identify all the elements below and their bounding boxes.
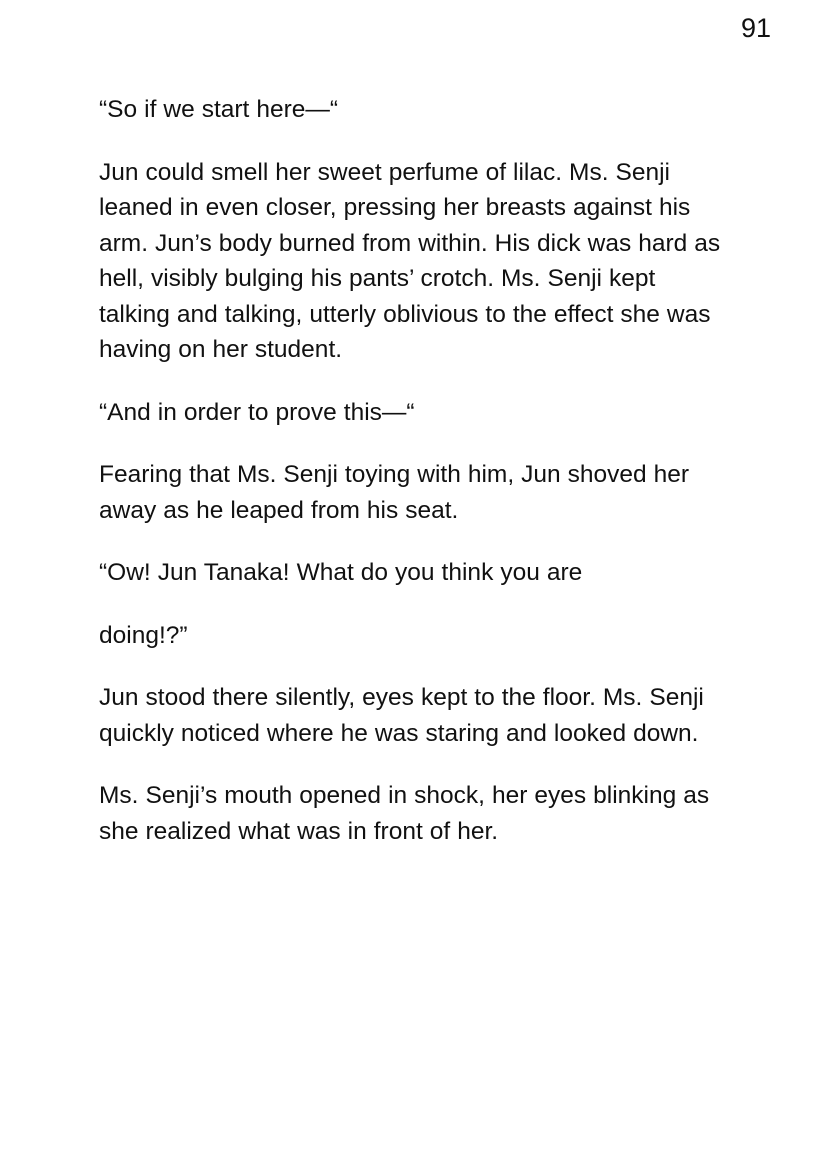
- paragraph: doing!?”: [99, 621, 188, 649]
- paragraph: Ms. Senji’s mouth opened in shock, her eyes blinking as she realized what was in front of her.: [99, 782, 710, 845]
- page-body-text: [99, 92, 729, 849]
- paragraph: Fearing that Ms. Senji toying with him, Jun shoved her away as he leaped from his seat.: [99, 461, 690, 524]
- paragraph: “Ow! Jun Tanaka! What do you think you are: [99, 559, 583, 586]
- paragraph: “So if we start here—“: [99, 96, 339, 123]
- page-number: 91: [740, 13, 771, 43]
- paragraph: Jun could smell her sweet perfume of lilac. Ms. Senji leaned in even closer, pressing her breasts against his arm. Jun’s body burned from within. His dick was hard as hell, visibly bulging his pants’ crotch. Ms. Senji kept talking and talking, utterly oblivious to the effect she was having on her student.: [99, 158, 721, 363]
- paragraph: “And in order to prove this—“: [99, 398, 415, 426]
- paragraph: Jun stood there silently, eyes kept to the floor. Ms. Senji quickly noticed where he was staring and looked down.: [99, 684, 704, 747]
